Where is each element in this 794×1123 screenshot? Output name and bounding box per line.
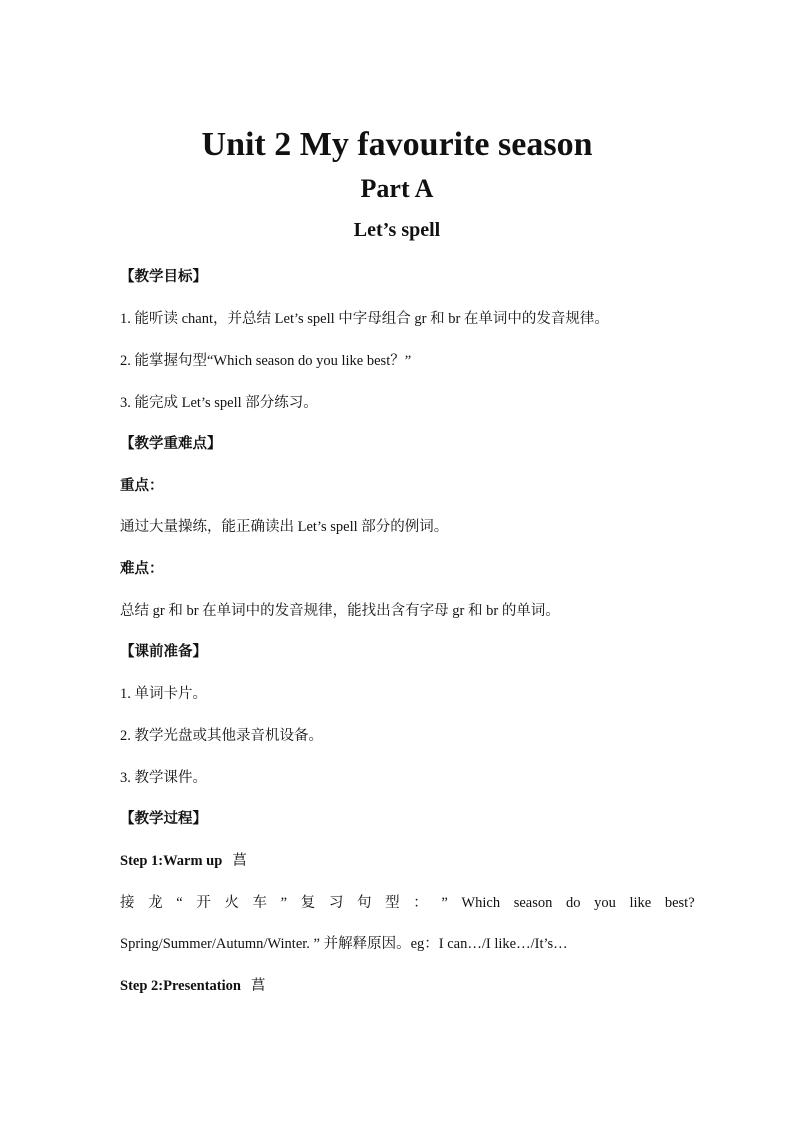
process-heading: 【教学过程】 <box>120 811 207 827</box>
objective-item-1: 1. 能听读 chant，并总结 Let’s spell 中字母组合 gr 和 br 在单词中的发音规律。 <box>120 311 609 327</box>
step1-mark: 菖 <box>232 853 247 869</box>
part-heading: Part A <box>360 174 434 203</box>
key-point-text: 通过大量操练，能正确读出 Let’s spell 部分的例词。 <box>120 519 449 535</box>
document-title: Unit 2 My favourite season <box>201 126 593 163</box>
step1-heading <box>120 849 247 870</box>
objectives-heading: 【教学目标】 <box>120 269 207 285</box>
preparation-item-2: 2. 教学光盘或其他录音机设备。 <box>120 728 323 744</box>
objective-item-2: 2. 能掌握句型“Which season do you like best？” <box>120 353 412 369</box>
preparation-heading: 【课前准备】 <box>120 644 207 660</box>
difficult-point-label: 难点： <box>120 561 164 577</box>
step2-title: Step 2:Presentation <box>120 978 241 994</box>
objective-item-3: 3. 能完成 Let’s spell 部分练习。 <box>120 395 318 411</box>
key-point-label: 重点： <box>120 478 164 494</box>
step1-text-line-1: 接 龙 “ 开 火 车 ” 复 习 句 型 ： ” Which season do you like best? <box>120 895 695 911</box>
preparation-item-3: 3. 教学课件。 <box>120 770 207 786</box>
lesson-heading: Let’s spell <box>353 219 441 241</box>
key-points-heading: 【教学重难点】 <box>120 436 222 452</box>
preparation-item-1: 1. 单词卡片。 <box>120 686 207 702</box>
step1-text-line-2: Spring/Summer/Autumn/Winter. ” 并解释原因。eg：I can…/I like…/It’s… <box>120 936 568 952</box>
step2-mark: 菖 <box>250 978 266 994</box>
difficult-point-text: 总结 gr 和 br 在单词中的发音规律，能找出含有字母 gr 和 br 的单词。 <box>120 603 560 619</box>
step2-heading <box>120 974 265 995</box>
step1-title: Step 1:Warm up <box>120 853 223 869</box>
